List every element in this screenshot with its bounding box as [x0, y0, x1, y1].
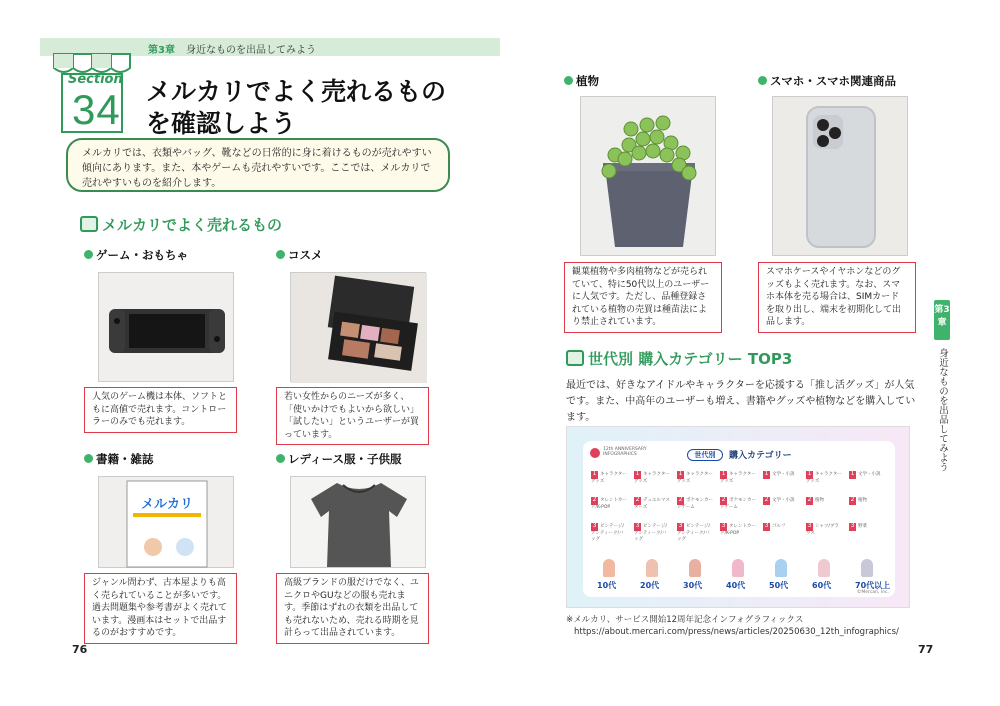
caption-phone: スマホケースやイヤホンなどのグッズもよく売れます。なお、スマホ本体を売る場合は、SIMカードを取り出し、端末を初期化して出品します。 — [758, 262, 916, 333]
rank-cell — [634, 523, 670, 542]
rank-category: 植物 — [858, 498, 867, 503]
rank-number: 1 — [850, 470, 855, 477]
item-title-text: コスメ — [288, 248, 323, 262]
rank-cell — [849, 471, 885, 479]
age-label: 50代 — [769, 581, 789, 590]
caption-cosme: 若い女性からのニーズが多く、「使いかけでもよいから欲しい」「試したい」というユーザーが買っています。 — [276, 387, 429, 445]
rank-cell — [591, 497, 627, 511]
rank-category: ポケモンカードゲーム — [720, 498, 756, 510]
rank-number: 1 — [721, 470, 726, 477]
item-title-cosme — [276, 247, 323, 263]
caption-books: ジャンル問わず、古本屋よりも高く売られていることが多いです。過去問題集や参考書がよく売れています。漫画本はセットで出品するのがおすすめです。 — [84, 573, 237, 644]
shop-icon — [80, 216, 98, 232]
bullet-icon — [276, 454, 285, 463]
page-title-line1: メルカリでよく売れるもの — [146, 77, 447, 106]
side-chapter-tab: 第3章 — [934, 300, 950, 340]
item-title-plant — [564, 73, 599, 89]
rank-cell — [720, 497, 756, 511]
heading-left-text: メルカリでよく売れるもの — [102, 216, 283, 234]
person-avatar-icon — [646, 559, 658, 577]
rank-number: 2 — [764, 496, 769, 503]
rank-cell — [677, 523, 713, 542]
side-chapter-text: 身近なものを出品してみよう — [937, 348, 948, 472]
rank-cell — [806, 497, 842, 505]
rank-cell — [634, 471, 670, 485]
rank-category: ビンテージ/アンティーク/バッグ — [591, 524, 624, 542]
bullet-icon — [84, 250, 93, 259]
rank-cell — [763, 497, 799, 505]
bullet-icon — [758, 76, 767, 85]
rank-number: 1 — [592, 470, 597, 477]
photo-book — [98, 476, 234, 568]
caption-plant: 観葉植物や多肉植物などが売られていて、特に50代以上のユーザーに人気です。ただし、品種登録されている植物の売買は種苗法により禁止されています。 — [564, 262, 722, 333]
source-line1: ※メルカリ、サービス開始12周年記念インフォグラフィックス — [566, 615, 804, 625]
rank-cell — [634, 497, 670, 511]
rank-number: 2 — [635, 496, 640, 503]
age-label: 60代 — [812, 581, 832, 590]
heading-right — [566, 348, 792, 369]
item-title-books — [84, 451, 154, 467]
shirt-image — [291, 477, 427, 569]
caption-game: 人気のゲーム機は本体、ソフトともに高値で売れます。コントローラーのみでも売れます。 — [84, 387, 237, 433]
person-avatar-icon — [861, 559, 873, 577]
rank-cell — [591, 523, 627, 542]
rank-category: キャラクターグッズ — [806, 472, 842, 484]
rank-number: 2 — [678, 496, 683, 503]
rank-number: 1 — [764, 470, 769, 477]
rank-cell — [849, 497, 885, 505]
rank-number: 3 — [678, 522, 683, 529]
page-title-line2: を確認しよう — [146, 109, 297, 138]
rank-category: ビンテージ/アンティーク/バッグ — [677, 524, 710, 542]
caption-clothes: 高級ブランドの服だけでなく、ユニクロやGUなどの服も売れます。季節はずれの衣類を出品しても売れないため、売れる時期を見計らって出品されています。 — [276, 573, 429, 644]
person-avatar-icon — [732, 559, 744, 577]
page-number-left: 76 — [72, 643, 88, 656]
heading-left — [80, 214, 282, 235]
phone-image — [773, 97, 909, 257]
rank-number: 3 — [850, 522, 855, 529]
photo-plant — [580, 96, 716, 256]
rank-number: 3 — [592, 522, 597, 529]
rank-number: 2 — [850, 496, 855, 503]
intro-box: メルカリでは、衣類やバッグ、靴などの日常的に身に着けるものが売れやすい傾向にあります。また、本やゲームも売れやすいです。ここでは、メルカリで売れやすいものを紹介します。 — [66, 138, 450, 192]
item-title-text: レディース服・子供服 — [288, 452, 402, 466]
rank-category: キャラクターグッズ — [591, 472, 627, 484]
item-title-clothes — [276, 451, 402, 467]
mercari-logo-icon — [589, 447, 601, 459]
page-number-right: 77 — [918, 643, 934, 656]
source-note — [566, 614, 899, 638]
rank-category: タレントカード/K-POP — [720, 524, 756, 536]
rank-cell — [849, 523, 885, 531]
age-label: 70代以上 — [855, 581, 891, 590]
rank-category: 文学・小説 — [772, 472, 795, 477]
photo-clothes — [290, 476, 426, 568]
rank-number: 3 — [764, 522, 769, 529]
age-label: 30代 — [683, 581, 703, 590]
rank-number: 3 — [807, 522, 812, 529]
rank-number: 2 — [721, 496, 726, 503]
rank-number: 1 — [807, 470, 812, 477]
age-label: 10代 — [597, 581, 617, 590]
rank-cell — [763, 523, 799, 531]
bullet-icon — [564, 76, 573, 85]
item-title-text: 書籍・雑誌 — [96, 452, 154, 466]
age-label: 40代 — [726, 581, 746, 590]
item-title-game — [84, 247, 188, 263]
person-avatar-icon — [775, 559, 787, 577]
rank-cell — [677, 471, 713, 485]
shop-icon — [566, 350, 584, 366]
bullet-icon — [84, 454, 93, 463]
rank-cell — [806, 523, 842, 537]
item-title-text: スマホ・スマホ関連商品 — [770, 74, 897, 88]
section-number: 34 — [72, 86, 121, 133]
rank-number: 2 — [592, 496, 597, 503]
item-title-phone — [758, 73, 896, 89]
infographic-panel — [583, 441, 895, 597]
plant-image — [581, 97, 717, 257]
right-body-text: 最近では、好きなアイドルやキャラクターを応援する「推し活グッズ」が人気です。また、中高年のユーザーも増え、書籍やグッズや植物などを購入しています。 — [566, 380, 916, 423]
item-title-text: ゲーム・おもちゃ — [96, 248, 188, 262]
chapter-title: 身近なものを出品してみよう — [186, 45, 316, 56]
photo-game-console — [98, 272, 234, 382]
rank-number: 1 — [635, 470, 640, 477]
rank-category: キャラクターグッズ — [634, 472, 670, 484]
rank-number: 3 — [721, 522, 726, 529]
person-avatar-icon — [818, 559, 830, 577]
rank-cell — [720, 471, 756, 485]
infographic-title: 購入カテゴリー — [729, 451, 792, 461]
book-cover-text: メルカリ — [140, 497, 193, 512]
rank-category: キャラクターグッズ — [677, 472, 713, 484]
rank-category: 植物 — [815, 498, 824, 503]
rank-category: キャラクターグッズ — [720, 472, 756, 484]
infographic-badge: 世代別 — [687, 449, 723, 461]
rank-category: ゴルフ — [772, 524, 786, 529]
person-avatar-icon — [689, 559, 701, 577]
infographic — [566, 426, 910, 608]
rank-category: シャツ/ブラウス — [806, 524, 839, 536]
photo-cosmetics — [290, 272, 426, 382]
rank-category: タレントカード/K-POP — [591, 498, 627, 510]
chapter-label: 第3章 — [148, 45, 175, 56]
item-title-text: 植物 — [576, 74, 599, 88]
cosmetics-image — [291, 273, 427, 383]
heading-right-text: 世代別 購入カテゴリー TOP3 — [588, 350, 793, 368]
rank-cell — [677, 497, 713, 511]
rank-cell — [720, 523, 756, 537]
book-cover-image — [99, 477, 235, 569]
source-url[interactable]: https://about.mercari.com/press/news/articles/20250630_12th_infographics/ — [574, 627, 899, 637]
rank-number: 2 — [807, 496, 812, 503]
rank-category: ポケモンカードゲーム — [677, 498, 713, 510]
rank-cell — [591, 471, 627, 485]
age-label: 20代 — [640, 581, 660, 590]
infographic-footnote: ©Mercari, Inc. — [856, 590, 889, 595]
game-console-image — [99, 273, 235, 383]
person-avatar-icon — [603, 559, 615, 577]
anniversary-label: 12th ANNIVERSARY INFOGRAPHICS — [603, 447, 647, 457]
rank-number: 3 — [635, 522, 640, 529]
photo-phone — [772, 96, 908, 256]
bullet-icon — [276, 250, 285, 259]
page-title — [146, 76, 486, 140]
rank-cell — [763, 471, 799, 479]
section-word: Section — [68, 72, 123, 87]
rank-number: 1 — [678, 470, 683, 477]
rank-category: 文学・小説 — [858, 472, 881, 477]
rank-category: ビンテージ/アンティーク/バッグ — [634, 524, 667, 542]
rank-category: 文学・小説 — [772, 498, 795, 503]
rank-category: 野菜 — [858, 524, 867, 529]
rank-cell — [806, 471, 842, 485]
rank-category: デュエルマスターズ — [634, 498, 670, 510]
